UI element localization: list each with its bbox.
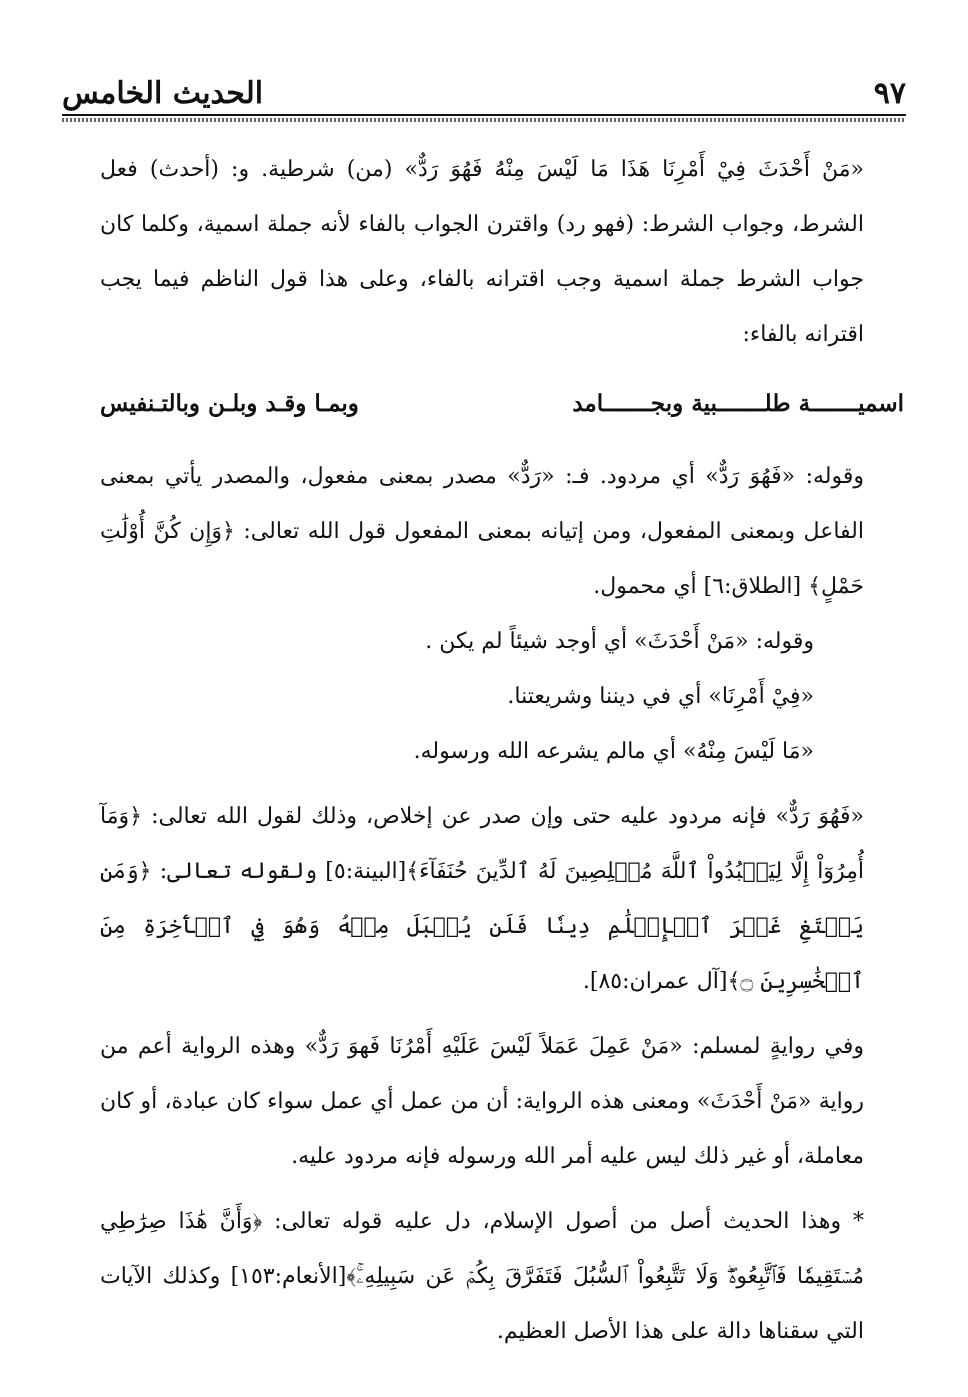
page-header bbox=[62, 70, 906, 114]
poem-verse bbox=[100, 376, 904, 431]
paragraph-5: «مَا لَيْسَ مِنْهُ» أي مالم يشرعه الله ورسوله. bbox=[413, 739, 814, 764]
paragraph-1: «مَنْ أَحْدَثَ فِيْ أَمْرِنَا هَذَا مَا لَيْسَ مِنْهُ فَهُوَ رَدٌّ» (من) شرطية. و: (أحدث) فعل الشرط، وجواب الشرط: (فهو رد) واقترن الجواب بالفاء لأنه جملة اسمية، وكلما كان جواب الشرط جملة اسمية وجب اقترانه بالفاء، وعلى هذا قول الناظم فيما يجب اقترانه بالفاء: bbox=[100, 157, 864, 347]
header-dotted-rule bbox=[62, 118, 906, 122]
page-body bbox=[100, 142, 904, 1359]
section-title: الحديث الخامس bbox=[62, 76, 264, 111]
verse-left-hemistich: وبمـا وقـد وبلـن وبالتـنفيس bbox=[100, 390, 359, 417]
paragraph-2: وقوله: «فَهُوَ رَدٌّ» أي مردود. فـ: «رَدٌّ» مصدر بمعنى مفعول، والمصدر يأتي بمعنى الفاعل وبمعنى المفعول، ومن إتيانه بمعنى المفعول قول الله تعالى: ﴿وَإِن كُنَّ أُوْلَٰتِ حَمْلٍ﴾ [الطلاق:٦] أي محمول. bbox=[100, 464, 864, 599]
header-rule bbox=[62, 114, 906, 116]
paragraph-3: وقوله: «مَنْ أَحْدَثَ» أي أوجد شيئاً لم يكن . bbox=[425, 629, 814, 654]
page-number: ٩٧ bbox=[873, 76, 906, 111]
paragraph-8: * وهذا الحديث أصل من أصول الإسلام، دل عليه قوله تعالى: ﴿وَأَنَّ هَٰذَا صِرَٰطِي مُسۡتَقِيمٗا فَٱتَّبِعُوهُۖ وَلَا تَتَّبِعُواْ ٱلسُّبُلَ فَتَفَرَّقَ بِكُمۡ عَن سَبِيلِهِۦۚ﴾[الأنعام:١٥٣] وكذلك الآيات التي سقناها دالة على هذا الأصل العظيم. bbox=[100, 1209, 864, 1344]
paragraph-6: «فَهُوَ رَدٌّ» فإنه مردود عليه حتى وإن صدر عن إخلاص، وذلك لقول الله تعالى: ﴿وَمَآ أُمِرُوٓاْ إِلَّا لِيَعۡبُدُواْ ٱللَّهَ مُخۡلِصِينَ لَهُ ٱلدِّينَ حُنَفَآءَ﴾[البينة:٥] ولقوله تعالى: ﴿وَمَن يَبۡتَغِ غَيۡرَ ٱلۡإِسۡلَٰمِ دِينٗا فَلَن يُقۡبَلَ مِنۡهُ وَهُوَ فِي ٱلۡأٓخِرَةِ مِنَ ٱلۡخَٰسِرِينَ ۝﴾[آل عمران:٨٥]. bbox=[100, 804, 864, 994]
verse-right-hemistich: اسميـــــــة طلـــــــبية وبجـــــــامد bbox=[572, 390, 904, 417]
paragraph-4: «فِيْ أَمْرِنَا» أي في ديننا وشريعتنا. bbox=[507, 684, 814, 709]
paragraph-7: وفي روايةٍ لمسلم: «مَنْ عَمِلَ عَمَلاً لَيْسَ عَلَيْهِ أَمْرُنَا فَهوَ رَدٌّ» وهذه الرواية أعم من رواية «مَنْ أَحْدَثَ» ومعنى هذه الرواية: أن من عمل أي عمل سواء كان عبادة، أو كان معاملة، أو غير ذلك ليس عليه أمر الله ورسوله فإنه مردود عليه. bbox=[100, 1034, 864, 1169]
